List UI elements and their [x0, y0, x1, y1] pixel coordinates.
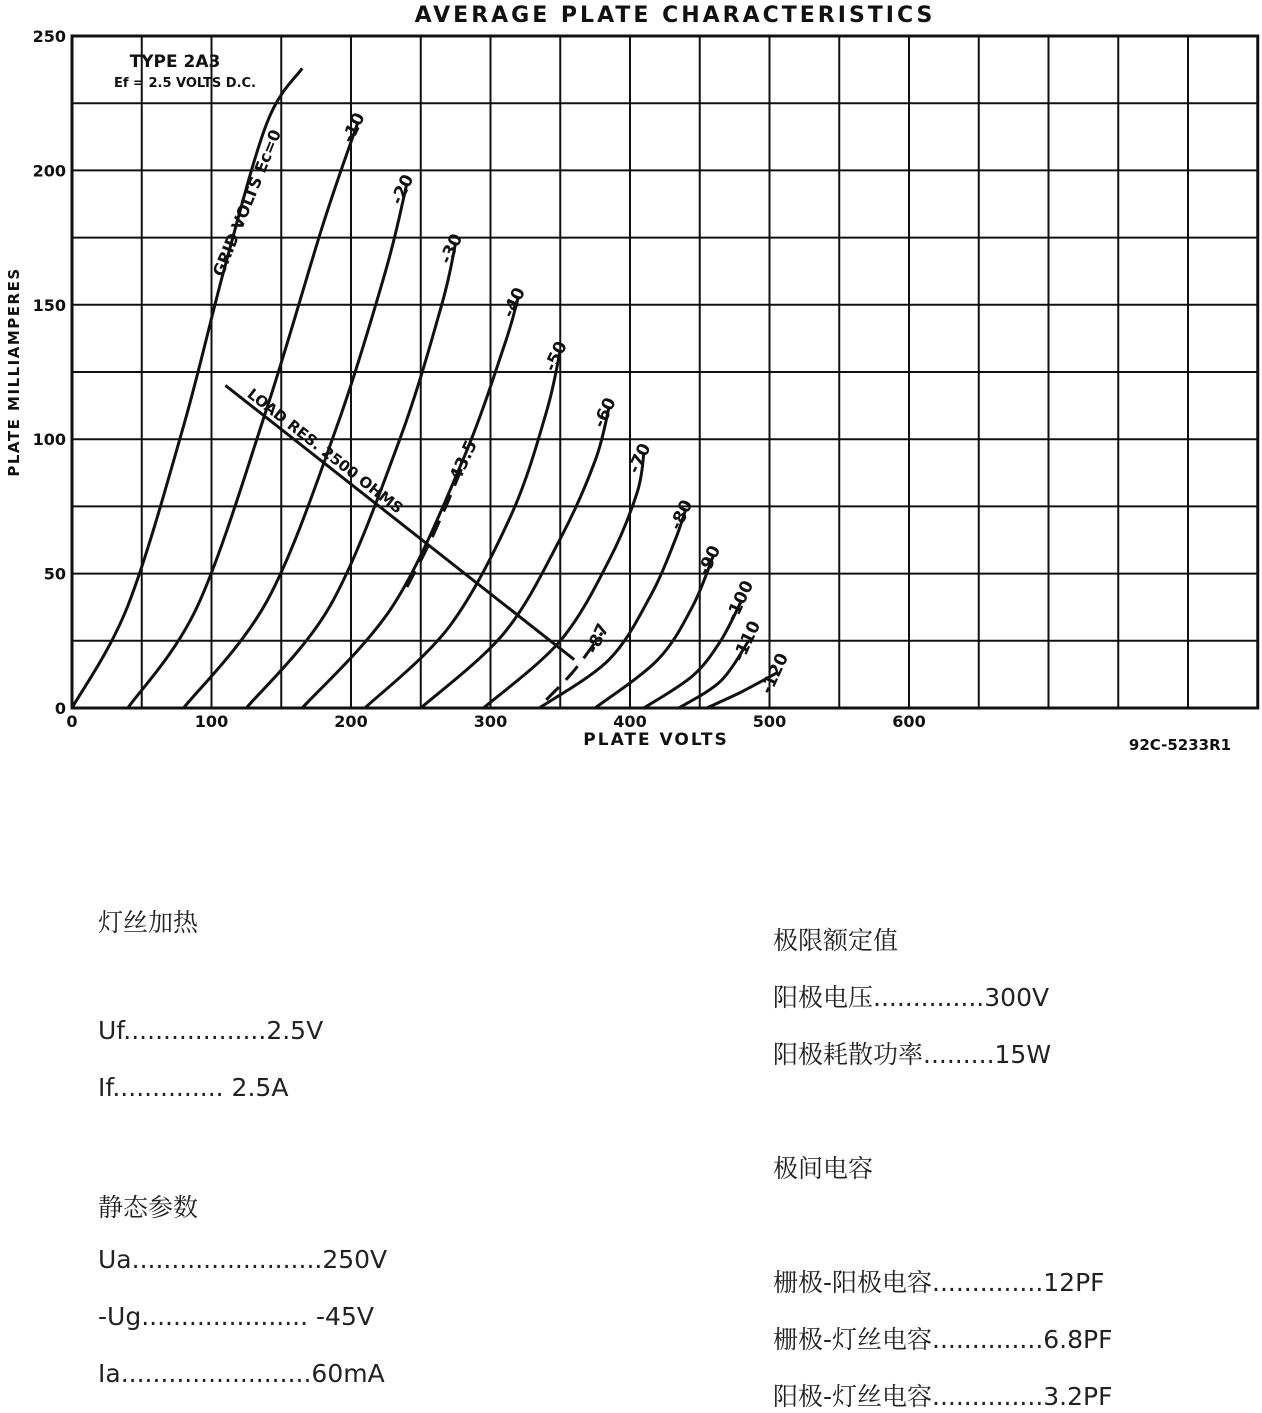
drawing-number: 92C-5233R1 — [1128, 736, 1232, 754]
grid — [72, 36, 1258, 708]
limits-heading: 极限额定值 — [773, 926, 899, 955]
curve-ec--60 — [421, 407, 609, 708]
grid-filament-cap-value: 栅极-灯丝电容..............6.8PF — [773, 1325, 1113, 1354]
x-tick-label: 100 — [194, 712, 229, 731]
curve-label: -100 — [722, 577, 759, 625]
x-tick-label: 600 — [892, 712, 926, 731]
plate-dissipation-value: 阳极耗散功率.........15W — [773, 1040, 1052, 1069]
x-axis-label: PLATE VOLTS — [583, 730, 729, 750]
chart-title: AVERAGE PLATE CHARACTERISTICS — [414, 3, 936, 28]
x-tick-label: 400 — [613, 712, 647, 731]
plate-voltage-value: 阳极电压..............300V — [773, 983, 1050, 1012]
x-tick-label: 0 — [66, 712, 78, 731]
curve-label: -120 — [756, 650, 794, 698]
tube-type-note: TYPE 2A3 — [129, 52, 221, 72]
curves — [72, 68, 793, 708]
plate-filament-cap-value: 阳极-灯丝电容..............3.2PF — [773, 1382, 1113, 1411]
curve-ec--70 — [484, 453, 644, 708]
tick-labels — [33, 27, 926, 731]
y-tick-label: 100 — [32, 430, 66, 450]
ua-value: Ua........................250V — [98, 1245, 388, 1274]
curve-ec--50 — [365, 351, 560, 709]
ia-value: Ia........................60mA — [98, 1359, 385, 1388]
curve-ec--40 — [302, 297, 518, 708]
ug-value: -Ug..................... -45V — [98, 1302, 374, 1331]
x-tick-label: 300 — [473, 712, 508, 731]
curve-label: -80 — [666, 496, 698, 534]
y-tick-label: 150 — [32, 295, 66, 315]
curve-label: -30 — [436, 230, 468, 268]
curve-label: -43.5 — [443, 437, 482, 491]
load-line-note: LOAD RES. 2500 OHMS — [243, 384, 407, 518]
grid-plate-cap-value: 栅极-阳极电容..............12PF — [773, 1268, 1105, 1297]
y-tick-label: 200 — [32, 161, 66, 181]
filament-heading: 灯丝加热 — [98, 908, 199, 937]
load-line — [225, 385, 574, 659]
curve-ec--90 — [595, 555, 714, 708]
y-tick-label: 50 — [43, 564, 66, 584]
curve-label: -110 — [729, 617, 766, 665]
grid-volts-note: GRID VOLTS Ec=0 — [208, 126, 286, 280]
curve-label: -10 — [338, 109, 370, 147]
curve-label: -87 — [582, 620, 614, 657]
curve-label: -50 — [540, 338, 572, 375]
x-tick-label: 200 — [334, 712, 368, 731]
if-value: If.............. 2.5A — [98, 1073, 289, 1102]
y-axis-label: PLATE MILLIAMPERES — [5, 267, 23, 477]
curve-label: -40 — [498, 284, 530, 321]
capacitance-heading: 极间电容 — [773, 1154, 874, 1183]
filament-note: Ef = 2.5 VOLTS D.C. — [113, 76, 257, 91]
uf-value: Uf..................2.5V — [98, 1016, 324, 1045]
y-tick-label: 250 — [32, 27, 66, 46]
y-tick-label: 0 — [54, 699, 66, 718]
static-heading: 静态参数 — [98, 1193, 199, 1222]
curve-label: -60 — [589, 394, 621, 432]
curve-label: -20 — [387, 171, 419, 208]
x-tick-label: 500 — [752, 712, 787, 731]
curve-label: -70 — [624, 440, 656, 477]
curve-label: -90 — [694, 542, 726, 579]
